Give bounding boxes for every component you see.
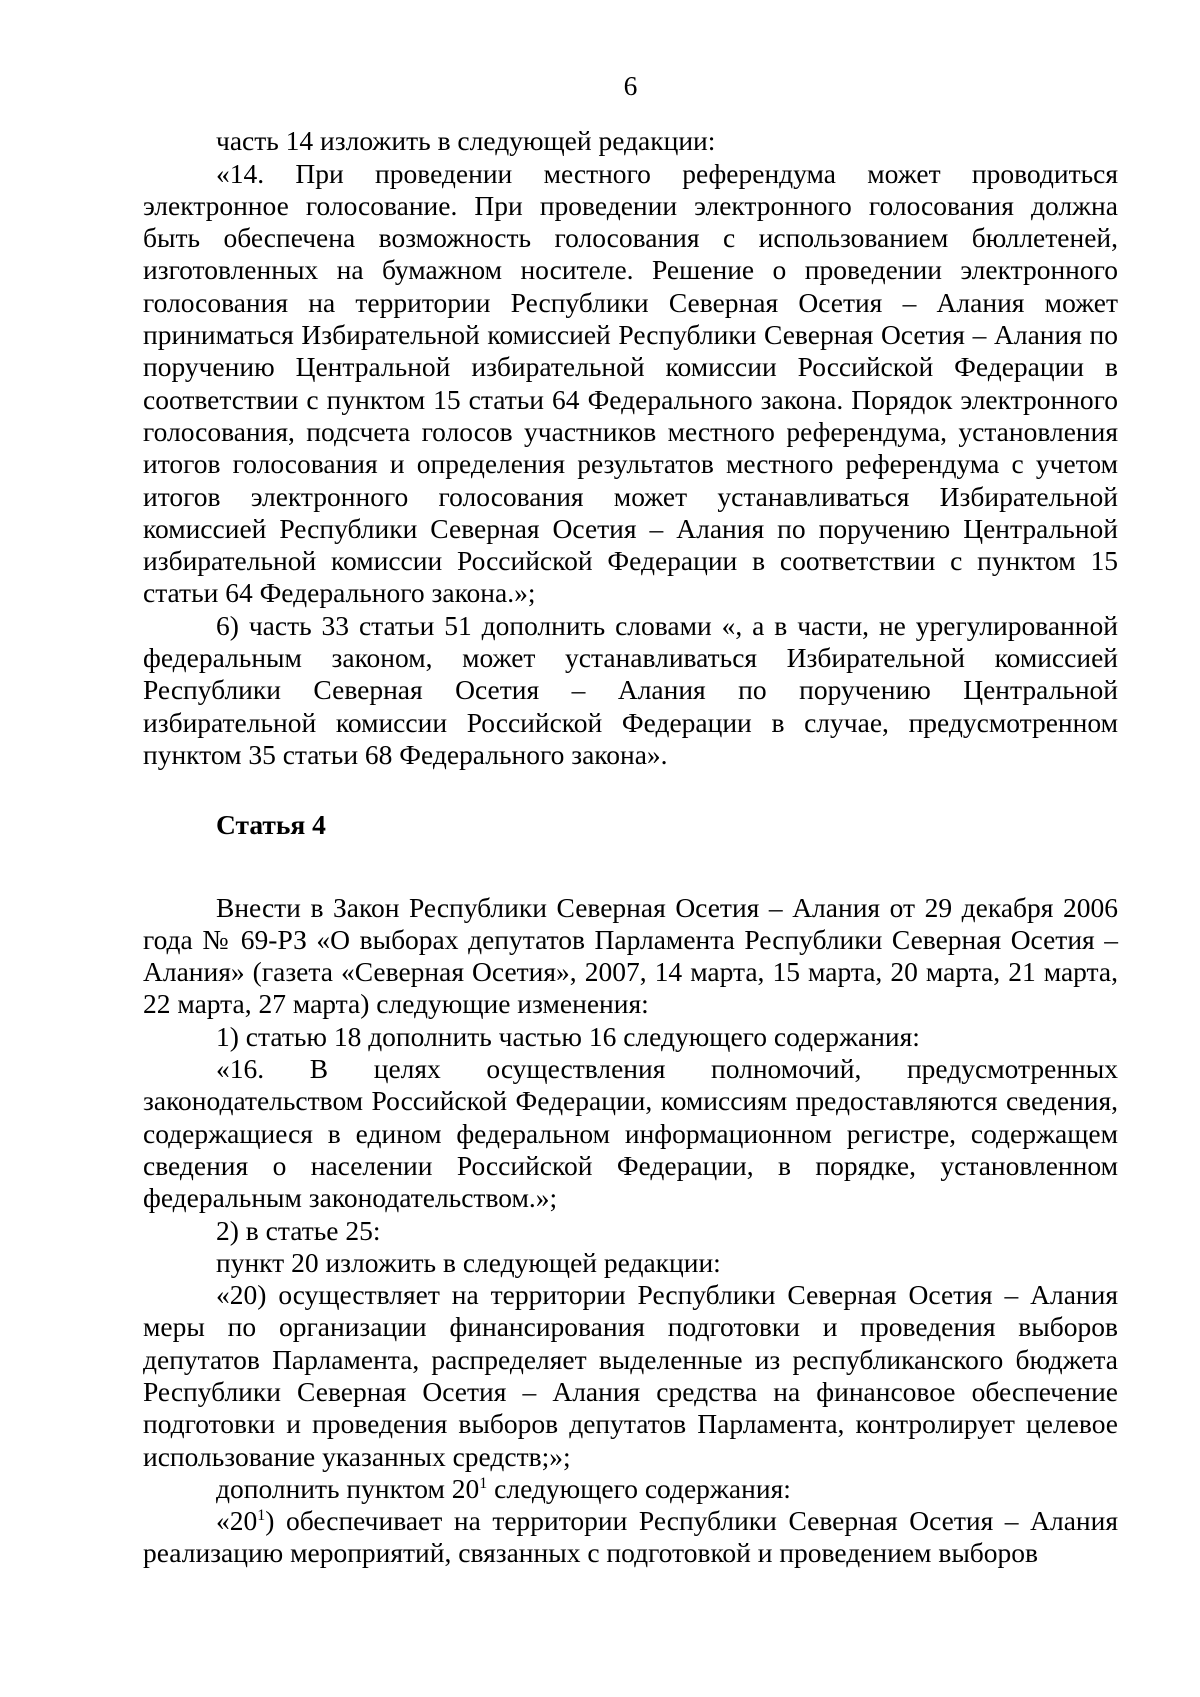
paragraph: «14. При проведении местного референдума может проводиться электронное голосование. При проведении электронного голосования должна быть обеспечена возможность голосования с использованием бюллетеней, изготовленных на бумажном носителе. Решение о проведении электронного голосования на территории Республики Северная Осетия – Алания может приниматься Избирательной комиссией Республики Северная Осетия – Алания по поручению Центральной избирательной комиссии Российской Федерации в соответствии с пунктом 15 статьи 64 Федерального закона. Порядок электронного голосования, подсчета голосов участников местного референдума, установления итогов голосования и определения результатов местного референдума с учетом итогов электронного голосования может устанавливаться Избирательной комиссией Республики Северная Осетия – Алания по поручению Центральной избирательной комиссии Российской Федерации в соответствии с пунктом 15 статьи 64 Федерального закона.»; (143, 157, 1118, 609)
supplement-line (143, 1473, 1118, 1505)
page-number: 6 (623, 70, 638, 101)
paragraph: 6) часть 33 статьи 51 дополнить словами «, а в части, не урегулированной федеральным законом, может устанавливаться Избирательной комиссией Республики Северная Осетия – Алания по поручению Центральной избирательной комиссии Российской Федерации в случае, предусмотренном пунктом 35 статьи 68 Федерального закона». (143, 609, 1118, 770)
document-page (143, 70, 1118, 1570)
paragraph: Внести в Закон Республики Северная Осетия – Алания от 29 декабря 2006 года № 69-РЗ «О выборах депутатов Парламента Республики Северная Осетия – Алания» (газета «Северная Осетия», 2007, 14 марта, 15 марта, 20 марта, 21 марта, 22 марта, 27 марта) следующие изменения: (143, 891, 1118, 1020)
paragraph: «20) осуществляет на территории Республики Северная Осетия – Алания меры по организации финансирования подготовки и проведения выборов депутатов Парламента, распределяет выделенные из республиканского бюджета Республики Северная Осетия – Алания средства на финансовое обеспечение подготовки и проведения выборов депутатов Парламента, контролирует целевое использование указанных средств;»; (143, 1279, 1118, 1472)
paragraph: часть 14 изложить в следующей редакции: (216, 125, 716, 157)
article-heading: Статья 4 (216, 809, 326, 841)
paragraph: 2) в статье 25: (216, 1214, 381, 1246)
last-paragraph (143, 1505, 1118, 1570)
spacer (143, 771, 1118, 809)
superscript: 1 (257, 1507, 266, 1525)
last-paragraph-text-after: ) обеспечивает на территории Республики Северная Осетия – Алания реализацию мероприятий, связанных с подготовкой и проведением выборов (143, 1505, 1118, 1569)
paragraph: «16. В целях осуществления полномочий, предусмотренных законодательством Российской Федерации, комиссиям предоставляются сведения, содержащиеся в едином федеральном информационном регистре, содержащем сведения о населении Российской Федерации, в порядке, установленном федеральным законодательством.»; (143, 1053, 1118, 1214)
supplement-text-before: дополнить пунктом 20 (216, 1472, 480, 1504)
paragraph: пункт 20 изложить в следующей редакции: (216, 1246, 721, 1278)
spacer (143, 842, 1118, 892)
superscript: 1 (479, 1474, 488, 1492)
paragraph: 1) статью 18 дополнить частью 16 следующего содержания: (216, 1020, 920, 1052)
supplement-text-after: следующего содержания: (487, 1472, 791, 1504)
last-paragraph-text-before: «20 (216, 1505, 258, 1537)
